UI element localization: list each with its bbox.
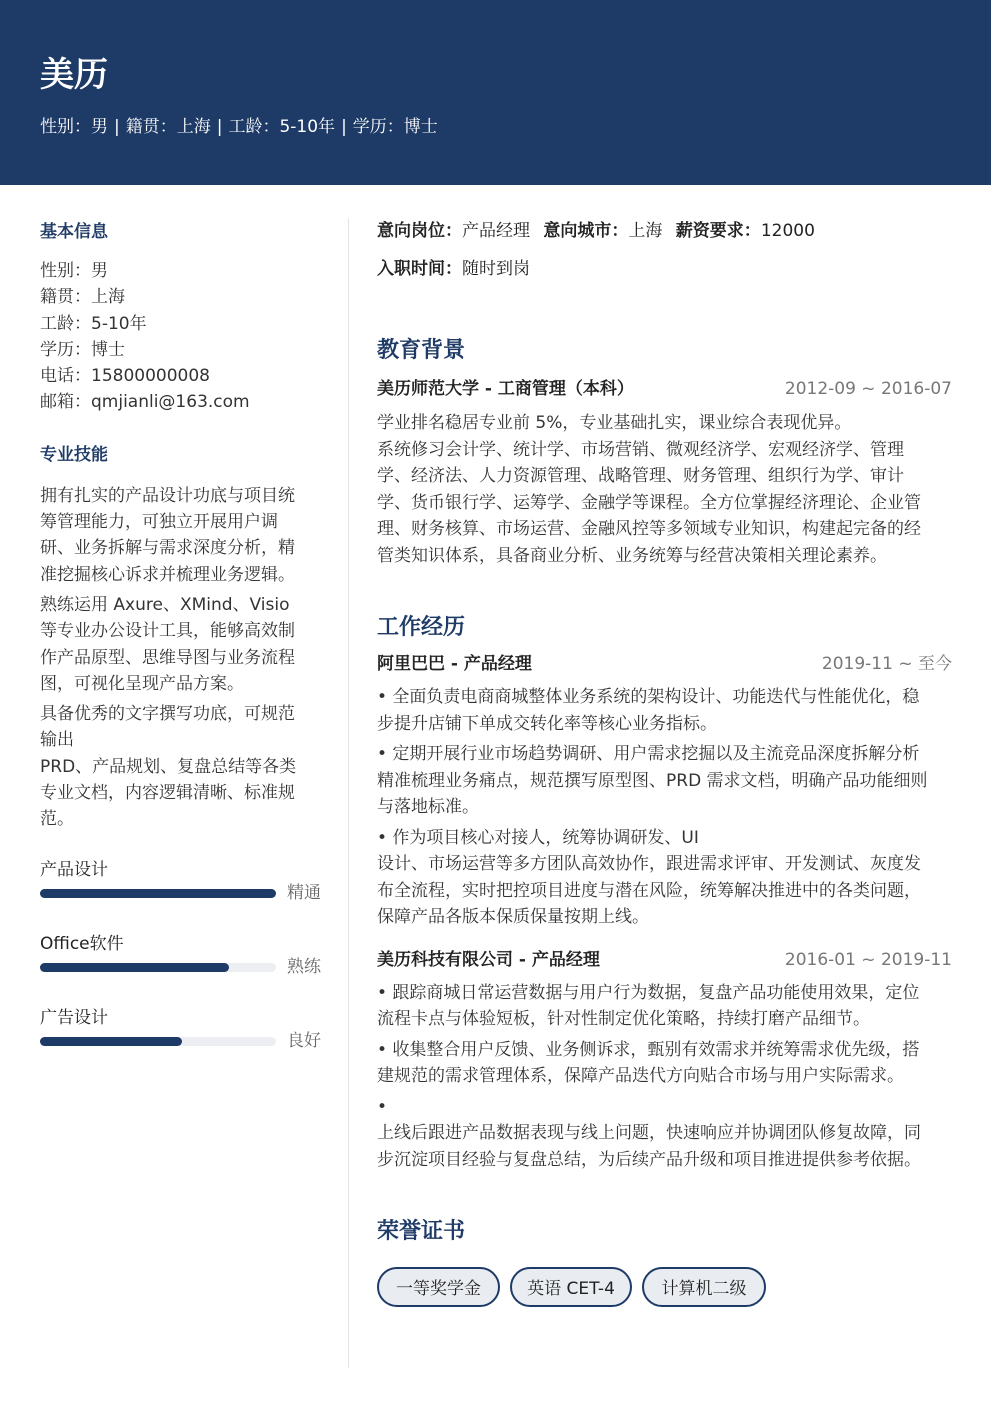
bullet-line: • 跟踪商城日常运营数据与用户行为数据，复盘产品功能使用效果，定位 <box>377 982 920 1003</box>
bullet-line: • 收集整合用户反馈、业务侧诉求，甄别有效需求并统筹需求优先级，搭 <box>377 1039 920 1060</box>
bullet-line: 上线后跟进产品数据表现与线上问题，快速响应并协调团队修复故障，同 <box>377 1123 921 1143</box>
skill-bar-fill <box>40 889 276 898</box>
job-date: 2016-01 ~ 2019-11 <box>784 949 952 970</box>
education-line: 学业排名稳居专业前 5%，专业基础扎实，课业综合表现优异。 <box>377 413 852 433</box>
skill-bar-label: Office软件 <box>40 933 124 954</box>
skill-bar-fill <box>40 963 229 972</box>
skill-bar-item <box>40 931 325 979</box>
honor-tags <box>377 1267 952 1311</box>
skill-line: 范。 <box>40 809 74 830</box>
skill-bar-item <box>40 857 325 905</box>
skill-line: 具备优秀的文字撰写功底，可规范 <box>40 704 295 725</box>
summary-degree: 学历：博士 <box>352 117 438 137</box>
education-title: 教育背景 <box>377 338 466 363</box>
bullet-line: 设计、市场运营等多方团队高效协作，跟进需求评审、开发测试、灰度发 <box>377 854 921 874</box>
info-experience: 工龄：5-10年 <box>40 313 147 334</box>
basic-info-title: 基本信息 <box>40 222 108 242</box>
bullet-line: 精准梳理业务痛点，规范撰写原型图、PRD 需求文档，明确产品功能细则 <box>377 770 928 791</box>
skill-bar-track <box>40 1037 276 1046</box>
info-gender: 性别：男 <box>40 261 108 281</box>
skill-bar-row <box>40 1031 325 1053</box>
bullet-line: • 全面负责电商商城整体业务系统的架构设计、功能迭代与性能优化，稳 <box>377 687 920 707</box>
summary-gender: 性别：男 <box>40 117 108 137</box>
bullet-line: • <box>377 1096 388 1117</box>
job-bullet <box>377 741 952 821</box>
skill-line: 筹管理能力，可独立开展用户调 <box>40 512 278 533</box>
education-line: 学、经济法、人力资源管理、战略管理、财务管理、组织行为学、审计 <box>377 466 904 486</box>
honor-tag: 英语 CET-4 <box>510 1267 632 1307</box>
bullet-line: • 定期开展行业市场趋势调研、用户需求挖掘以及主流竞品深度拆解分析 <box>377 744 920 764</box>
school-name: 美历师范大学 - 工商管理（本科） <box>377 379 634 399</box>
bullet-line: 流程卡点与体验短板，针对性制定优化策略，持续打磨产品细节。 <box>377 1009 870 1029</box>
start-value: 随时到岗 <box>462 259 530 279</box>
skill-line: 作产品原型、思维导图与业务流程 <box>40 647 295 668</box>
info-degree: 学历：博士 <box>40 339 125 360</box>
skill-bar-label: 产品设计 <box>40 859 108 880</box>
column-divider <box>348 218 349 1368</box>
city-label: 意向城市： <box>543 221 629 241</box>
summary-hometown: 籍贯：上海 <box>125 117 211 137</box>
skill-bar-level: 良好 <box>287 1030 321 1051</box>
city-value: 上海 <box>628 221 663 241</box>
info-phone: 电话：15800000008 <box>40 366 210 387</box>
job-company: 美历科技有限公司 - 产品经理 <box>377 949 600 970</box>
skill-line: 等专业办公设计工具，能够高效制 <box>40 621 295 642</box>
job-bullets <box>377 684 952 931</box>
skill-bar-level: 精通 <box>287 882 321 903</box>
start-label: 入职时间： <box>377 259 462 279</box>
skill-paragraph <box>40 701 325 832</box>
skill-line: 准挖掘核心诉求并梳理业务逻辑。 <box>40 564 295 585</box>
skills-title: 专业技能 <box>40 444 108 465</box>
summary-separator: | <box>216 117 223 137</box>
skill-bar-level: 熟练 <box>287 956 321 977</box>
job-bullet <box>377 980 952 1033</box>
skill-paragraph <box>40 592 325 697</box>
resume-header <box>0 0 991 185</box>
education-line: 学、货币银行学、运筹学、金融学等课程。全方位掌握经济理论、企业管 <box>377 492 921 513</box>
bullet-line: 步提升店铺下单成交转化率等核心业务指标。 <box>377 713 717 734</box>
honors-title: 荣誉证书 <box>377 1219 466 1244</box>
skill-bar-track <box>40 889 276 898</box>
skill-bar-label: 广告设计 <box>40 1007 108 1028</box>
header-summary <box>40 114 438 140</box>
honor-tag: 计算机二级 <box>642 1267 766 1307</box>
job-company: 阿里巴巴 - 产品经理 <box>377 654 532 674</box>
skill-bar-row <box>40 883 325 905</box>
skill-line: PRD、产品规划、复盘总结等各类 <box>40 756 297 777</box>
bullet-line: 与落地标准。 <box>377 797 479 817</box>
skill-line: 图，可视化呈现产品方案。 <box>40 673 244 694</box>
education-line: 系统修习会计学、统计学、市场营销、微观经济学、宏观经济学、管理 <box>377 439 904 460</box>
education-date: 2012-09 ~ 2016-07 <box>784 379 952 399</box>
skill-line: 研、业务拆解与需求深度分析，精 <box>40 538 295 559</box>
work-title: 工作经历 <box>377 615 466 640</box>
skill-bar-track <box>40 963 276 972</box>
skill-line: 拥有扎实的产品设计功底与项目统 <box>40 485 295 506</box>
education-entry-head <box>377 376 952 402</box>
summary-separator: | <box>114 117 120 137</box>
skill-line: 输出 <box>40 730 74 751</box>
position-label: 意向岗位： <box>377 221 462 241</box>
job-bullet <box>377 1094 952 1174</box>
education-line: 理、财务核算、市场运营、金融风控等多领域专业知识，构建起完备的经 <box>377 519 921 539</box>
job-entry-head <box>377 947 952 973</box>
right-column <box>377 218 952 1311</box>
start-time-line <box>377 256 952 282</box>
job-bullet <box>377 684 952 737</box>
position-value: 产品经理 <box>462 221 530 241</box>
skills-description <box>40 483 325 833</box>
salary-value: 12000 <box>760 221 815 241</box>
skill-line: 专业文档，内容逻辑清晰、标准规 <box>40 783 295 804</box>
education-line: 管类知识体系，具备商业分析、业务统筹与经营决策相关理论素养。 <box>377 545 887 566</box>
job-bullet <box>377 1037 952 1090</box>
info-email: 邮箱：qmjianli@163.com <box>40 392 250 413</box>
skill-bar-row <box>40 957 325 979</box>
education-description <box>377 410 952 569</box>
skill-bars <box>40 857 325 1053</box>
job-entry-head <box>377 651 952 677</box>
skill-line: 熟练运用 Axure、XMind、Visio <box>40 594 290 615</box>
job-date: 2019-11 ~ 至今 <box>821 654 952 674</box>
skill-paragraph <box>40 483 325 588</box>
summary-separator: | <box>341 117 347 137</box>
left-column <box>40 218 325 1053</box>
candidate-name: 美历 <box>40 55 108 95</box>
bullet-line: 建规范的需求管理体系，保障产品迭代方向贴合市场与用户实际需求。 <box>377 1066 904 1086</box>
honor-tag: 一等奖学金 <box>377 1267 500 1307</box>
info-hometown: 籍贯：上海 <box>40 287 125 308</box>
basic-info-list <box>40 258 325 416</box>
job-bullet <box>377 825 952 931</box>
job-intent-line <box>377 218 952 244</box>
bullet-line: • 作为项目核心对接人，统筹协调研发、UI <box>377 827 699 848</box>
bullet-line: 步沉淀项目经验与复盘总结，为后续产品升级和项目推进提供参考依据。 <box>377 1149 921 1170</box>
summary-experience: 工龄：5-10年 <box>228 117 336 137</box>
skill-bar-item <box>40 1005 325 1053</box>
bullet-line: 布全流程，实时把控项目进度与潜在风险，统筹解决推进中的各类问题， <box>377 880 921 901</box>
job-bullets <box>377 980 952 1174</box>
salary-label: 薪资要求： <box>675 221 761 241</box>
bullet-line: 保障产品各版本保质保量按期上线。 <box>377 907 649 927</box>
skill-bar-fill <box>40 1037 182 1046</box>
